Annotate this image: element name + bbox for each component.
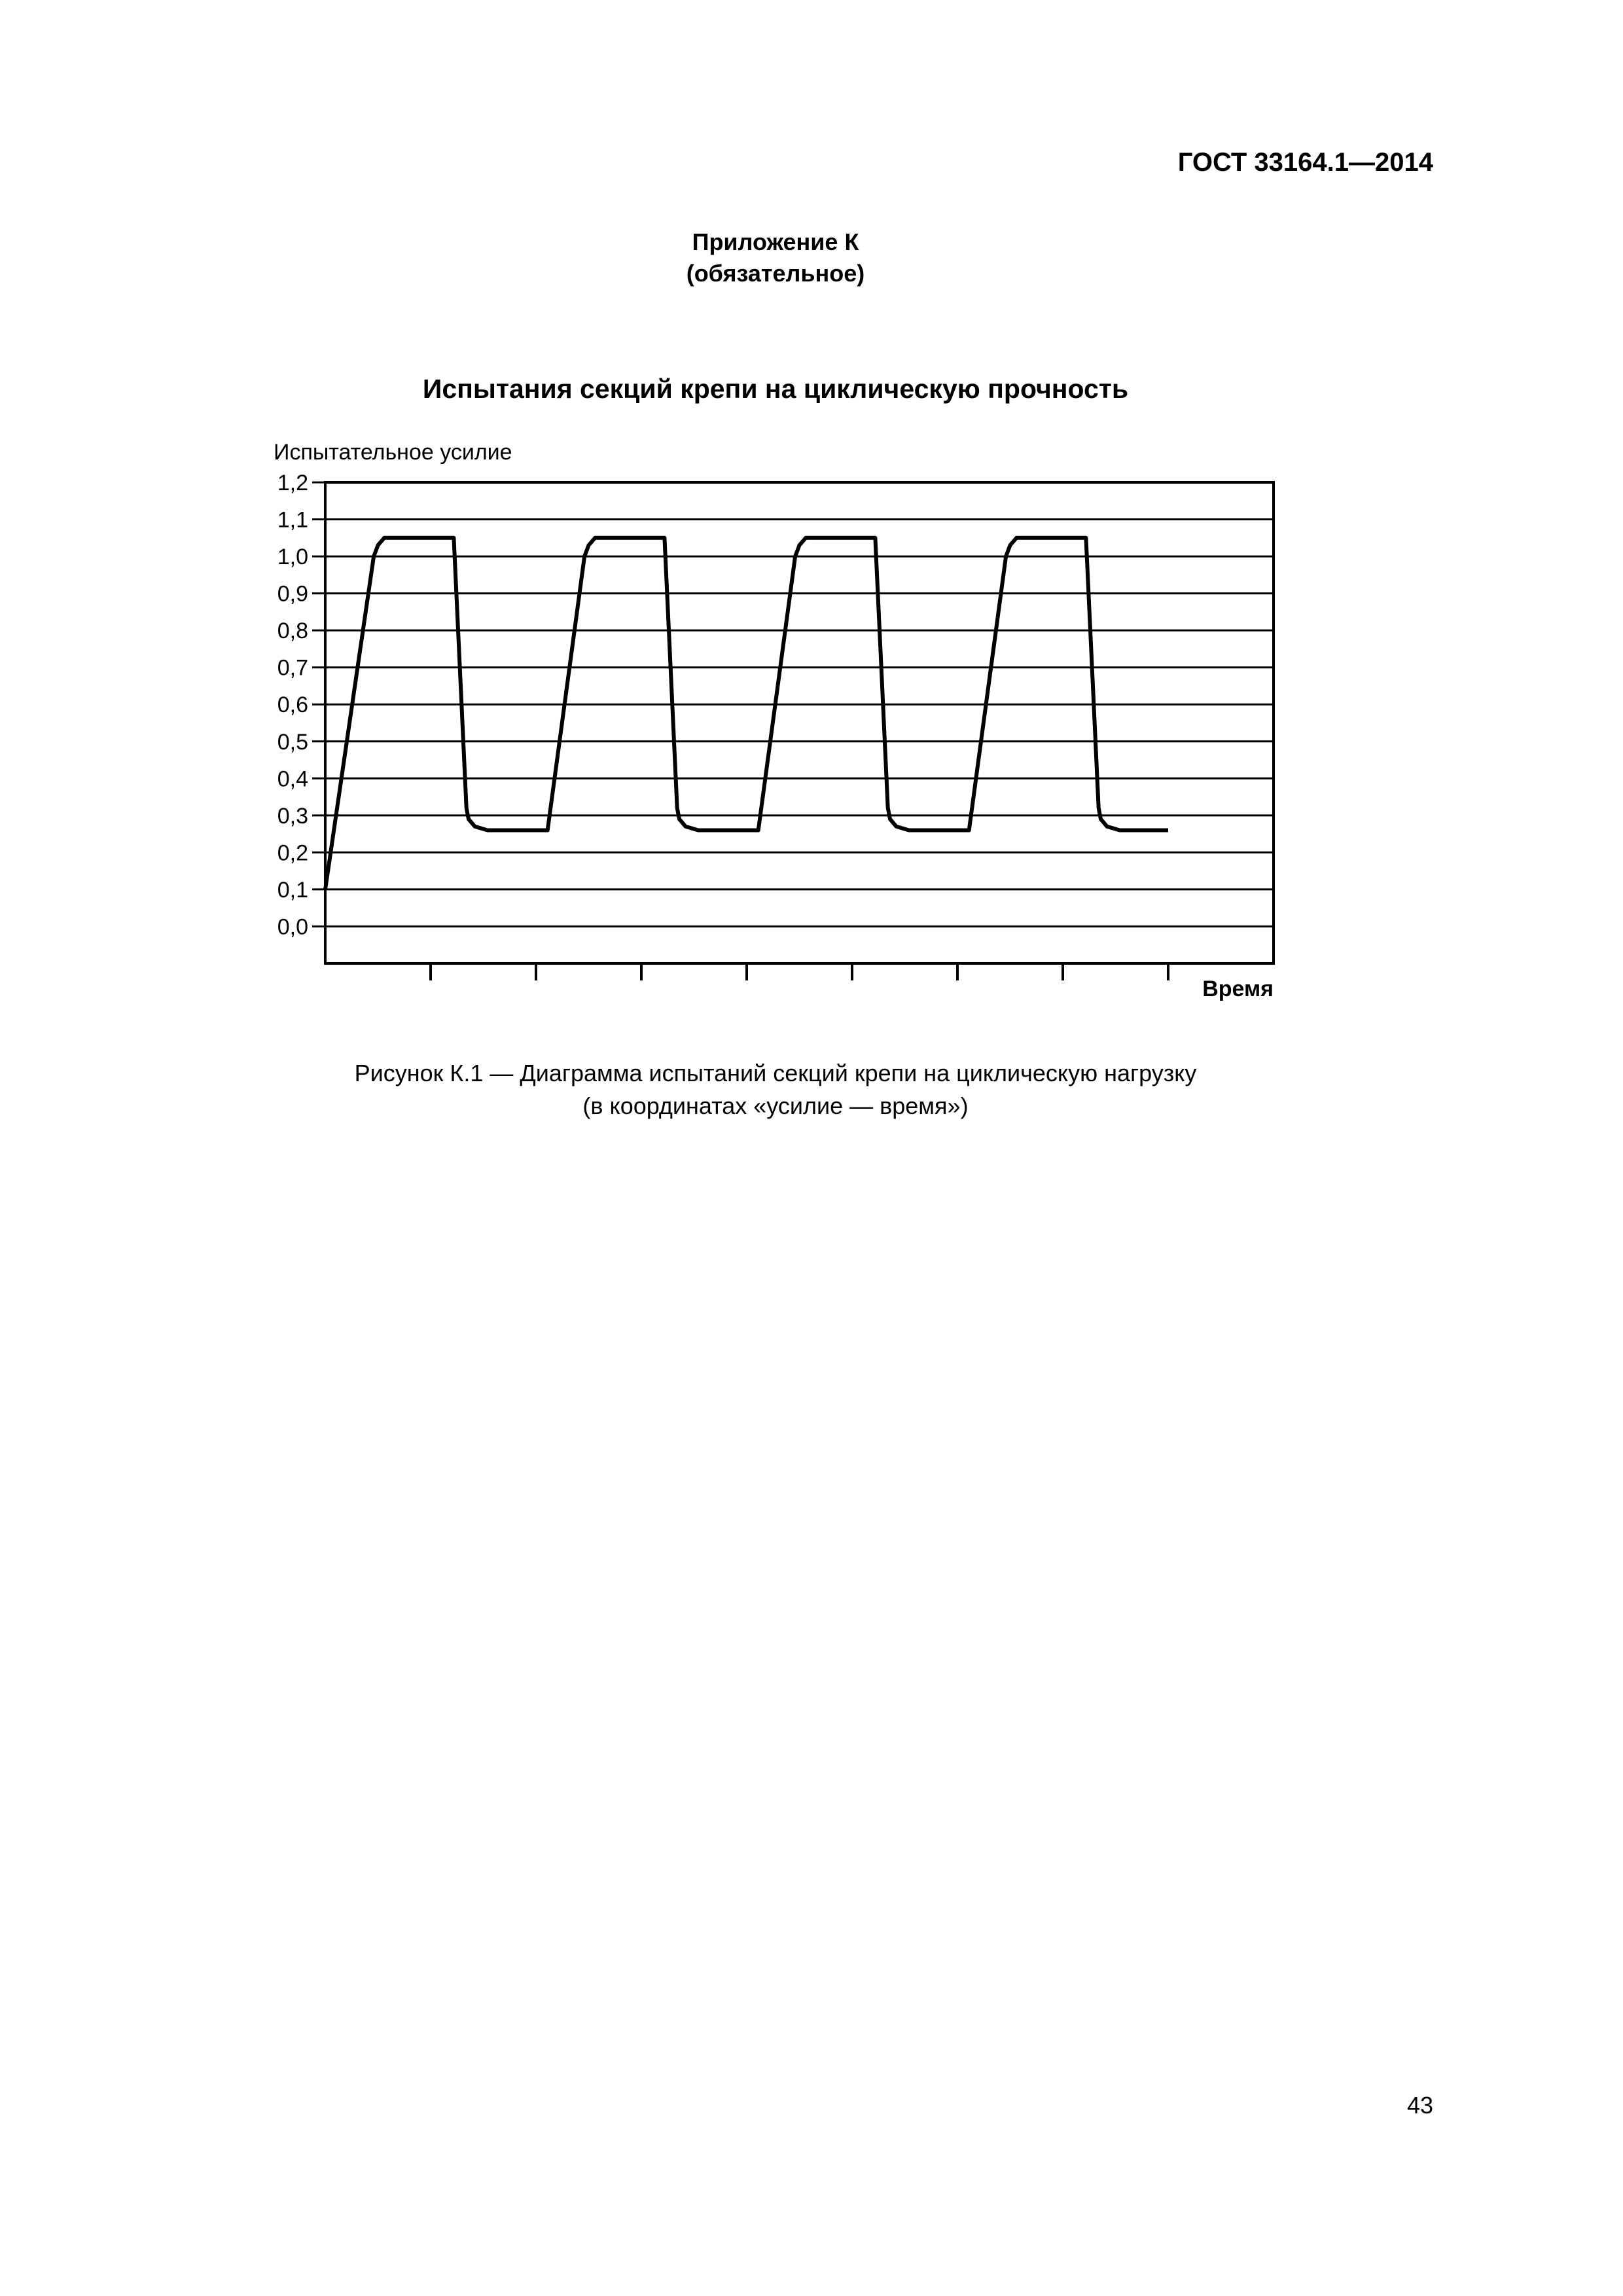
appendix-status: (обязательное)	[686, 260, 865, 287]
y-tick-label: 0,6	[277, 692, 308, 718]
chart-ticks	[277, 471, 1168, 980]
y-tick-label: 0,2	[277, 840, 308, 866]
y-tick-label: 0,4	[277, 766, 308, 792]
document-code: ГОСТ 33164.1—2014	[1177, 148, 1433, 177]
chart-grid	[312, 482, 1274, 926]
y-tick-label: 1,2	[277, 471, 308, 495]
y-tick-label: 0,7	[277, 655, 308, 681]
page-number: 43	[1406, 2092, 1433, 2119]
appendix-label: Приложение К	[692, 228, 859, 255]
y-tick-label: 0,9	[277, 581, 308, 607]
plot-frame	[325, 482, 1274, 963]
force-time-chart	[0, 0, 1623, 1047]
y-tick-label: 0,0	[277, 914, 308, 940]
y-tick-label: 1,1	[277, 507, 308, 533]
caption-line-2: (в координатах «усилие — время»)	[582, 1092, 969, 1119]
figure-caption	[0, 1057, 1551, 1122]
series-line-force	[325, 538, 1168, 889]
y-tick-label: 0,3	[277, 803, 308, 829]
y-tick-label: 1,0	[277, 545, 308, 570]
section-title: Испытания секций крепи на циклическую прочность	[422, 374, 1129, 404]
x-axis-title: Время	[1202, 977, 1274, 1001]
y-tick-label: 0,8	[277, 619, 308, 644]
y-axis-title: Испытательное усилие	[274, 440, 512, 465]
y-tick-label: 0,1	[277, 877, 308, 903]
caption-line-1: Рисунок К.1 — Диаграмма испытаний секций крепи на циклическую нагрузку	[354, 1060, 1197, 1086]
y-tick-label: 0,5	[277, 729, 308, 755]
